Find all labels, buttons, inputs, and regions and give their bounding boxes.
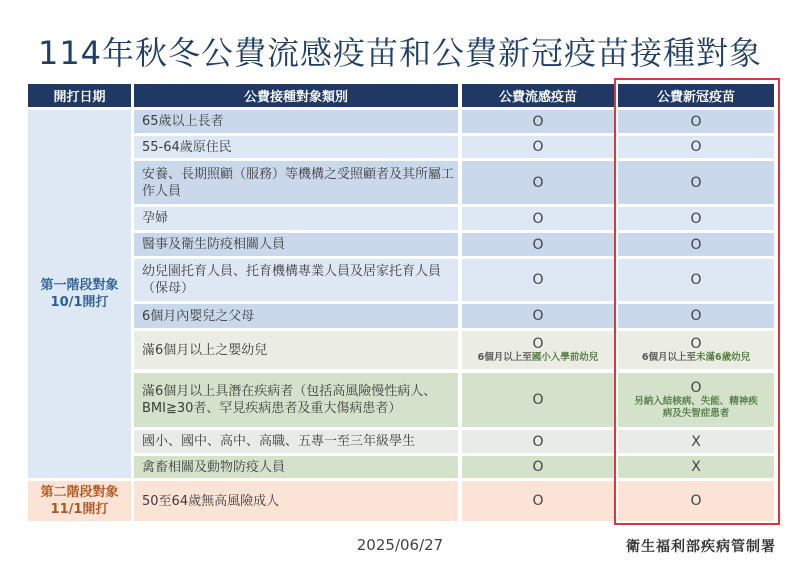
flu-mark: O: [462, 373, 614, 427]
publish-date: 2025/06/27: [356, 536, 444, 554]
phase-2-label: 第二階段對象: [40, 485, 119, 500]
flu-mark: O: [462, 259, 614, 301]
header-flu-vaccine: 公費流感疫苗: [462, 84, 614, 107]
flu-mark: O: [462, 304, 614, 328]
header-category: 公費接種對象類別: [134, 84, 458, 107]
flu-note-prefix: 6個月以上至: [477, 352, 532, 363]
covid-cell: [618, 373, 774, 427]
table-row-category: 滿6個月以上具潛在疾病者（包括高風險慢性病人、BMI≧30者、罕見疾病患者及重大傷病患者）: [134, 373, 458, 427]
phase-1-label: 第一階段對象: [40, 278, 119, 293]
covid-mark: O: [618, 161, 774, 204]
flu-mark: O: [462, 481, 614, 521]
phase-2-date: 11/1開打: [50, 502, 109, 517]
table-row-category: 55-64歲原住民: [134, 136, 458, 158]
flu-mark: O: [462, 233, 614, 256]
table-row-category: 6個月內嬰兒之父母: [134, 304, 458, 328]
phase-1-cell: [28, 110, 131, 478]
covid-mark: X: [618, 430, 774, 453]
phase-1-date: 10/1開打: [50, 295, 109, 310]
flu-mark: O: [462, 136, 614, 158]
covid-mark: O: [618, 481, 774, 521]
covid-note: [642, 352, 750, 364]
table-row-category: 幼兒園托育人員、托育機構專業人員及居家托育人員（保母）: [134, 259, 458, 301]
organization-name: 衛生福利部疾病管制署: [626, 539, 776, 555]
table-row-category: 國小、國中、高中、高職、五專一至三年級學生: [134, 430, 458, 453]
table-row-category: 禽畜相關及動物防疫人員: [134, 456, 458, 478]
table-row-category: 50至64歲無高風險成人: [134, 481, 458, 521]
table-row-category: 65歲以上長者: [134, 110, 458, 133]
flu-note-emphasis: 國小入學前幼兒: [531, 352, 599, 363]
covid-cell: [618, 331, 774, 369]
covid-mark: O: [690, 336, 702, 352]
covid-mark: O: [618, 110, 774, 133]
phase-2-cell: [28, 481, 131, 521]
covid-mark: O: [690, 380, 702, 396]
covid-note: 另納入結核病、失能、精神疾病及失智症患者: [634, 396, 758, 419]
flu-mark: O: [462, 456, 614, 478]
covid-mark: O: [618, 259, 774, 301]
flu-cell: [462, 331, 614, 369]
page-title: 114年秋冬公費流感疫苗和公費新冠疫苗接種對象: [37, 34, 763, 72]
covid-mark: O: [618, 304, 774, 328]
table-row-category: 安養、長期照顧（服務）等機構之受照顧者及其所屬工作人員: [134, 161, 458, 204]
table-row-category: 滿6個月以上之嬰幼兒: [134, 331, 458, 369]
covid-note-emphasis: 未滿6歲幼兒: [696, 352, 751, 363]
header-covid-vaccine: 公費新冠疫苗: [618, 84, 774, 107]
flu-mark: O: [462, 110, 614, 133]
header-date: 開打日期: [28, 84, 131, 107]
flu-mark: O: [462, 161, 614, 204]
table-row-category: 孕婦: [134, 207, 458, 230]
covid-mark: O: [618, 136, 774, 158]
flu-mark: O: [462, 207, 614, 230]
covid-mark: O: [618, 207, 774, 230]
flu-mark: O: [532, 336, 544, 352]
covid-mark: X: [618, 456, 774, 478]
covid-mark: O: [618, 233, 774, 256]
covid-note-prefix: 6個月以上至: [641, 352, 696, 363]
flu-note: [478, 352, 599, 364]
flu-mark: O: [462, 430, 614, 453]
table-row-category: 醫事及衛生防疫相關人員: [134, 233, 458, 256]
